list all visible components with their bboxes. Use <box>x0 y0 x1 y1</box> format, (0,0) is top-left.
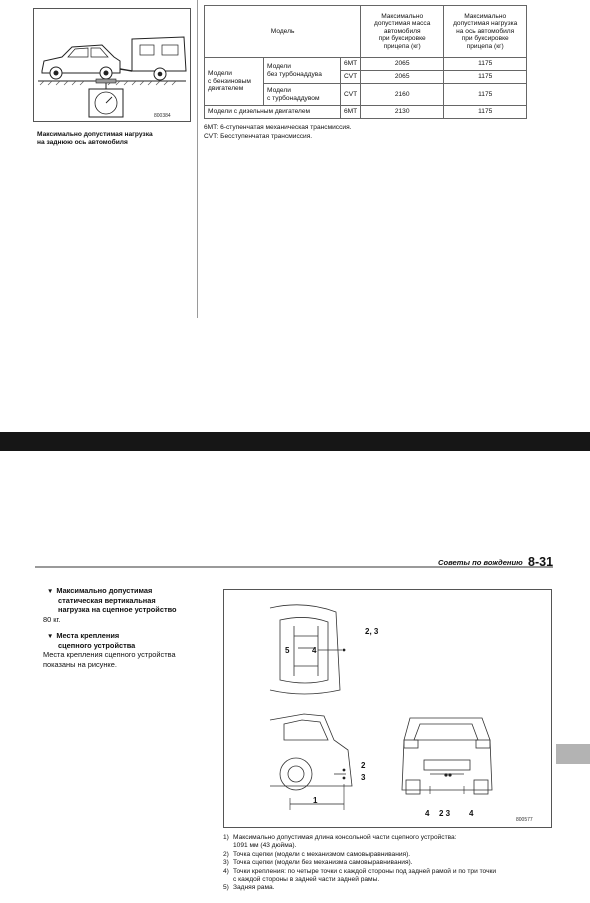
turbo-cell: Модели с турбонаддувом <box>264 84 341 106</box>
legend-item: 3) Точка сцепки (модели без механизма самовыравнивания). <box>223 859 413 867</box>
trailer-axle-load-figure <box>33 8 191 122</box>
header-model: Модель <box>205 6 361 58</box>
chapter-tab <box>556 744 590 764</box>
page-divider <box>197 0 198 318</box>
caption-line: Максимально допустимая нагрузка <box>37 131 153 138</box>
caption-line: на заднюю ось автомобиля <box>37 139 128 146</box>
label-4: 4 <box>469 809 474 818</box>
section-title: статическая вертикальная <box>58 596 156 606</box>
note-6mt: 6MT: 6-ступенчатая механическая трансмиссия. <box>204 124 352 131</box>
page-number: 8-31 <box>528 555 554 569</box>
axle-cell: 1175 <box>444 58 527 71</box>
section-body: показаны на рисунке. <box>43 659 117 669</box>
mass-cell: 2160 <box>361 84 444 106</box>
header-max-mass: Максимально допустимая масса автомобиля при буксировке прицепа (кг) <box>361 6 444 58</box>
car-trailer-illustration <box>34 9 190 121</box>
hitch-diagram <box>224 590 551 827</box>
figure-caption <box>37 131 197 147</box>
transmission-cell: CVT <box>341 71 361 84</box>
label-2-3: 2 3 <box>439 809 451 818</box>
legend-item: 1) Максимально допустимая длина консольной части сцепного устройства: 1091 мм (43 дюйма). <box>223 834 457 850</box>
axle-cell: 1175 <box>444 71 527 84</box>
transmission-cell: 6MT <box>341 58 361 71</box>
hitch-mounting-figure <box>223 589 552 828</box>
label-4: 4 <box>312 646 317 655</box>
legend-item: 5) Задняя рама. <box>223 884 275 892</box>
label-2: 2 <box>361 761 366 770</box>
legend-item: 4) Точки крепления: по четыре точки с каждой стороны под задней рамой и по три точки с каждой стороны в задней части задней рамы. <box>223 867 497 884</box>
triangle-down-icon: ▼ <box>47 633 54 640</box>
section-body: Места крепления сцепного устройства <box>43 650 176 660</box>
label-1: 1 <box>313 796 318 805</box>
note-cvt: CVT: Бесступенчатая трансмиссия. <box>204 132 313 140</box>
towing-mass-table <box>204 5 527 119</box>
section-body: 80 кг. <box>43 614 61 624</box>
triangle-down-icon: ▼ <box>47 588 54 595</box>
legend-item: 2) Точка сцепки (модели с механизмом самовыравнивания). <box>223 850 411 858</box>
page-separator-band <box>0 432 590 451</box>
header-title: Советы по вождению <box>438 558 523 567</box>
label-5: 5 <box>285 646 290 655</box>
label-3: 3 <box>361 773 366 782</box>
section-title: сцепного устройства <box>58 641 136 651</box>
transmission-notes <box>204 124 351 141</box>
mass-cell: 2065 <box>361 58 444 71</box>
section-hitch-mounting-points <box>43 631 180 669</box>
no-turbo-cell: Модели без турбонаддува <box>264 58 341 84</box>
mass-cell: 2065 <box>361 71 444 84</box>
section-title: нагрузка на сцепное устройство <box>58 605 177 615</box>
header-max-axle-load: Максимально допустимая нагрузка на ось автомобиля при буксировке прицепа (кг) <box>444 6 527 58</box>
transmission-cell: 6MT <box>341 106 361 119</box>
figure-code: 800384 <box>154 113 171 119</box>
transmission-cell: CVT <box>341 84 361 106</box>
section-title: Места крепления <box>56 631 120 640</box>
diesel-models-cell: Модели с дизельным двигателем <box>205 106 341 119</box>
petrol-models-cell: Модели с бензиновым двигателем <box>205 58 264 106</box>
axle-cell: 1175 <box>444 106 527 119</box>
section-title: Максимально допустимая <box>56 586 153 595</box>
label-2-3: 2, 3 <box>365 627 379 636</box>
figure-legend <box>223 834 553 893</box>
axle-cell: 1175 <box>444 84 527 106</box>
label-4: 4 <box>425 809 430 818</box>
mass-cell: 2130 <box>361 106 444 119</box>
figure-code: 800577 <box>516 817 533 823</box>
section-max-vertical-load <box>43 586 177 624</box>
